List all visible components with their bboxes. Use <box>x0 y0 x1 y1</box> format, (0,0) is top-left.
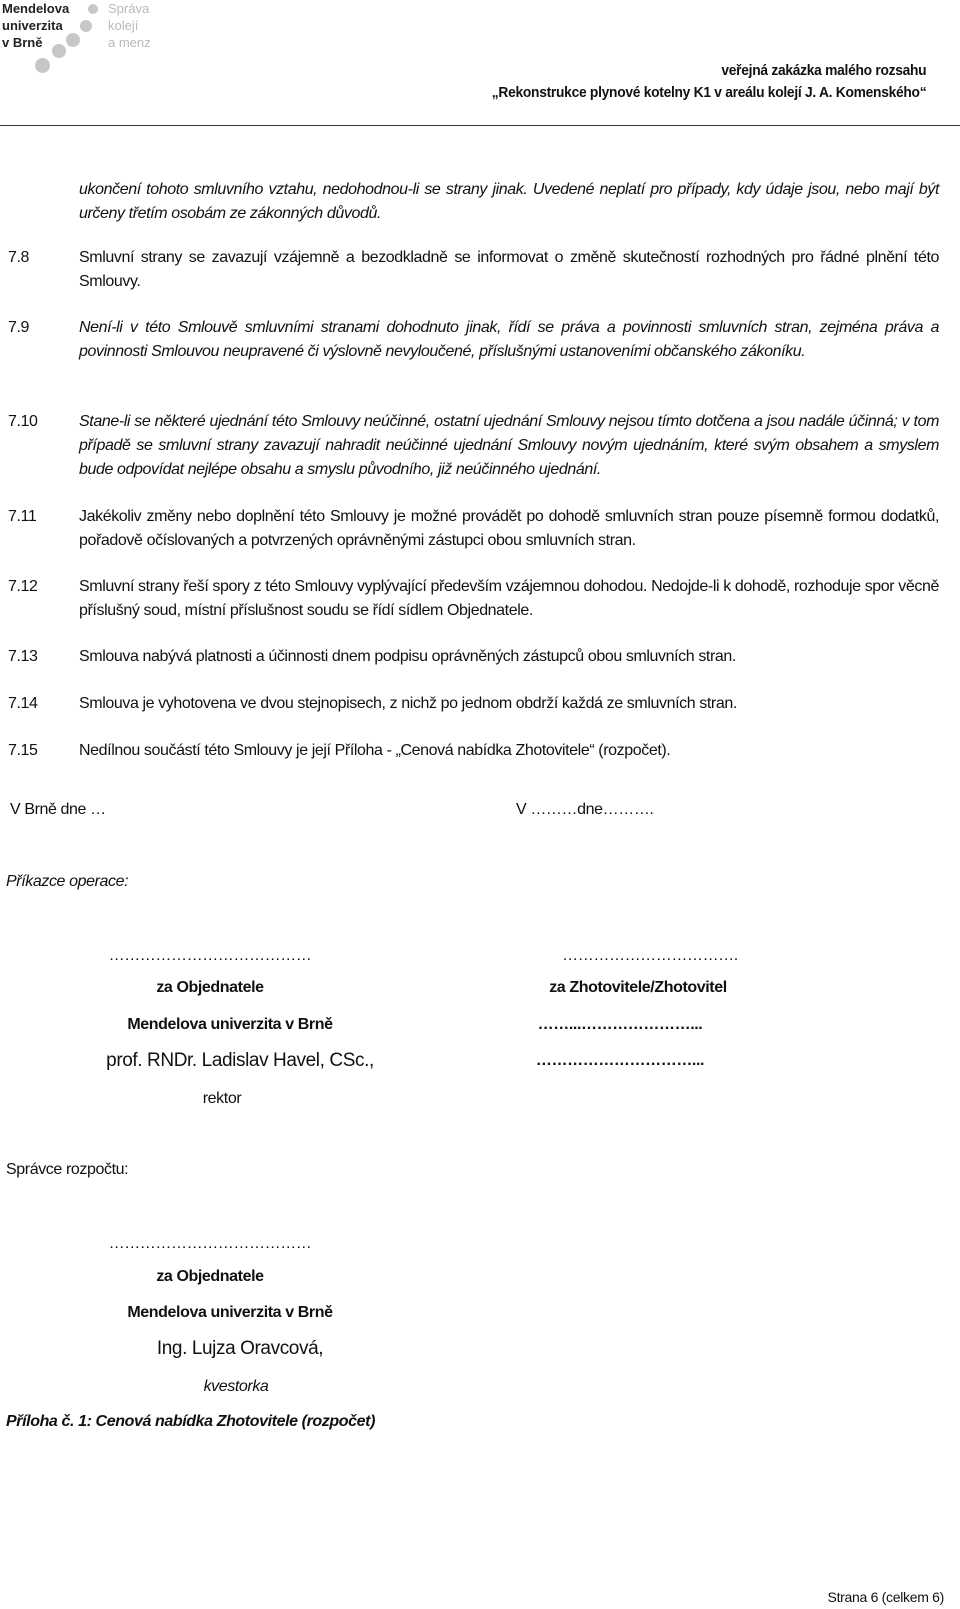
header-divider <box>0 125 960 126</box>
signature-line: ………………………………… <box>108 1235 312 1252</box>
logo-dot <box>88 4 98 14</box>
header-tender-info <box>491 60 926 104</box>
clause-text: Stane-li se některé ujednání této Smlouvy neúčinné, ostatní ujednání Smlouvy nejsou tímto dotčena a jsou nadále účinná; v tom případě se smluvní strany zavazují nahradit neúčinné ujednání Smlouvy novým ujednáním, které svým obsahem a smyslem bude odpovídat nejlépe obsahu a smyslu původního, již neúčinného ujednání. <box>79 413 939 478</box>
logo-line: Správa <box>108 1 150 16</box>
clause-text: Smluvní strany řeší spory z této Smlouvy vyplývající především vzájemnou dohodou. Nedojde-li k dohodě, rozhoduje spor věcně příslušný soud, místní příslušnost soudu se řídí sídlem Objednatele. <box>79 578 939 619</box>
logo-dot <box>35 58 50 73</box>
clause-number: 7.12 <box>8 578 38 595</box>
signatory-role-left: za Objednatele <box>156 979 264 996</box>
signature-line-right: ……………………………. <box>562 947 738 964</box>
logo-line: Mendelova <box>2 1 70 16</box>
section-label-spravce: Správce rozpočtu: <box>6 1161 129 1178</box>
clause-number: 7.15 <box>8 742 38 759</box>
tender-title: „Rekonstrukce plynové kotelny K1 v areálu kolejí J. A. Komenského“ <box>491 84 926 101</box>
tender-type: veřejná zakázka malého rozsahu <box>721 62 926 79</box>
signatory-name-left: prof. RNDr. Ladislav Havel, CSc., <box>106 1050 374 1071</box>
logo-department-text <box>108 0 151 51</box>
clause-number: 7.13 <box>8 648 38 665</box>
signature-line-left: ………………………………… <box>108 947 312 964</box>
university-logo <box>0 0 170 80</box>
signatory-name: Ing. Lujza Oravcová, <box>156 1338 324 1359</box>
signatory-title: kvestorka <box>203 1378 269 1395</box>
logo-line: univerzita <box>2 18 63 33</box>
clause-text: Smluvní strany se zavazují vzájemně a bezodkladně se informovat o změně skutečností rozhodných pro řádné plnění této Smlouvy. <box>79 249 939 290</box>
clause-number: 7.10 <box>8 413 38 430</box>
signatory-role-right: za Zhotovitele/Zhotovitel <box>549 979 727 996</box>
section-label-prikazce: Příkazce operace: <box>6 873 129 890</box>
clause-text: Není-li v této Smlouvě smluvními stranami dohodnuto jinak, řídí se práva a povinnosti smluvních stran, zejména práva a povinnosti Smlouvou neupravené či výslovně nevyloučené, příslušnými ustanoveními občanského zákoníku. <box>79 319 939 360</box>
clause-number: 7.14 <box>8 695 38 712</box>
signatory-org-left: Mendelova univerzita v Brně <box>127 1016 333 1033</box>
logo-line: kolejí <box>108 18 139 33</box>
place-date-left: V Brně dne … <box>10 801 106 818</box>
signatory-org: Mendelova univerzita v Brně <box>127 1304 333 1321</box>
signatory-role: za Objednatele <box>156 1268 264 1285</box>
logo-dot <box>80 20 92 32</box>
signatory-name-placeholder-right: …………………………... <box>535 1052 705 1069</box>
signatory-title-left: rektor <box>202 1090 242 1107</box>
clause-text: Jakékoliv změny nebo doplnění této Smlouvy je možné provádět po dohodě smluvních stran pouze písemně formou dodatků, pořadově očíslovaných a potvrzených oprávněnými zástupci obou smluvních stran. <box>79 508 939 549</box>
clause-text: Smlouva je vyhotovena ve dvou stejnopisech, z nichž po jednom obdrží každá ze smluvních stran. <box>79 695 737 712</box>
clause-number: 7.11 <box>8 508 37 525</box>
intro-paragraph: ukončení tohoto smluvního vztahu, nedohodnou-li se strany jinak. Uvedené neplatí pro případy, kdy údaje jsou, nebo mají být určeny třetím osobám ze zákonných důvodů. <box>79 181 939 222</box>
clause-text: Smlouva nabývá platnosti a účinnosti dnem podpisu oprávněných zástupců obou smluvních stran. <box>79 648 736 665</box>
place-date-right: V ………dne………. <box>516 801 654 818</box>
clause-number: 7.9 <box>8 319 30 336</box>
clause-text: Nedílnou součástí této Smlouvy je její Příloha - „Cenová nabídka Zhotovitele“ (rozpočet). <box>79 742 671 759</box>
logo-dot <box>52 44 66 58</box>
logo-line: a menz <box>108 35 151 50</box>
attachment-reference: Příloha č. 1: Cenová nabídka Zhotovitele (rozpočet) <box>6 1413 375 1430</box>
clause-number: 7.8 <box>8 249 30 266</box>
logo-dot <box>66 33 80 47</box>
signatory-org-placeholder-right: ……...…………………... <box>537 1016 703 1033</box>
logo-line: v Brně <box>2 35 43 50</box>
page-number: Strana 6 (celkem 6) <box>827 1589 944 1605</box>
